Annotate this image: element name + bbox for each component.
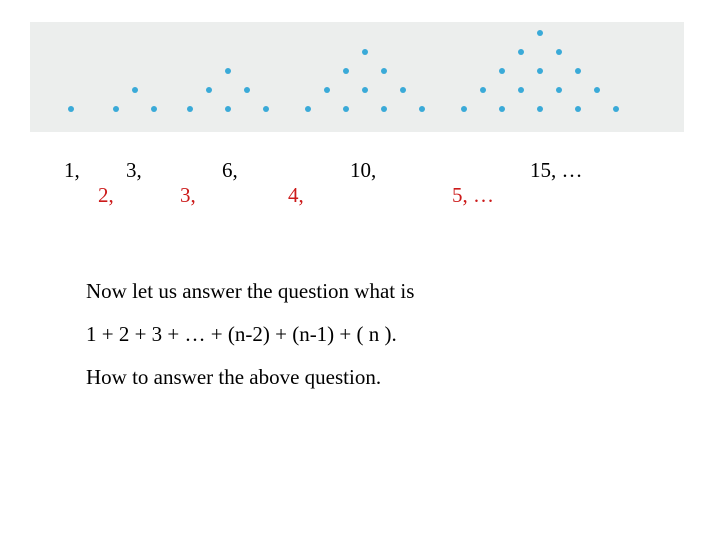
triangular-number-3: 3, — [126, 158, 142, 182]
dot — [225, 106, 231, 112]
dot — [113, 106, 119, 112]
dot — [537, 68, 543, 74]
dot — [537, 30, 543, 36]
dot — [206, 87, 212, 93]
triangular-dots-image — [30, 22, 684, 132]
dot — [537, 106, 543, 112]
dot — [362, 87, 368, 93]
dot — [575, 106, 581, 112]
dot — [499, 106, 505, 112]
dot — [480, 87, 486, 93]
triangular-number-6: 6, — [222, 158, 238, 182]
dot — [461, 106, 467, 112]
triangular-number-15: 15, … — [530, 158, 583, 182]
count-4: 4, — [288, 183, 304, 207]
dot — [151, 106, 157, 112]
triangular-number-1: 1, — [64, 158, 80, 182]
dot — [594, 87, 600, 93]
dot — [518, 87, 524, 93]
dots-svg — [30, 22, 684, 132]
dot — [400, 87, 406, 93]
dot — [132, 87, 138, 93]
dot — [68, 106, 74, 112]
dot — [343, 68, 349, 74]
dot — [381, 106, 387, 112]
dot — [613, 106, 619, 112]
dot — [324, 87, 330, 93]
dot — [362, 49, 368, 55]
dot — [244, 87, 250, 93]
dot — [499, 68, 505, 74]
count-3: 3, — [180, 183, 196, 207]
question-followup: How to answer the above question. — [86, 365, 382, 389]
question-intro: Now let us answer the question what is — [86, 279, 415, 303]
dot — [556, 49, 562, 55]
dot — [187, 106, 193, 112]
dot — [343, 106, 349, 112]
dot — [419, 106, 425, 112]
dot — [556, 87, 562, 93]
triangular-number-10: 10, — [350, 158, 377, 182]
dot — [305, 106, 311, 112]
dot — [263, 106, 269, 112]
sum-expression: 1 + 2 + 3 + … + (n-2) + (n-1) + ( n ). — [86, 322, 397, 346]
dot — [381, 68, 387, 74]
dot — [518, 49, 524, 55]
dot — [575, 68, 581, 74]
dot — [225, 68, 231, 74]
count-5: 5, … — [452, 183, 494, 207]
count-2: 2, — [98, 183, 114, 207]
